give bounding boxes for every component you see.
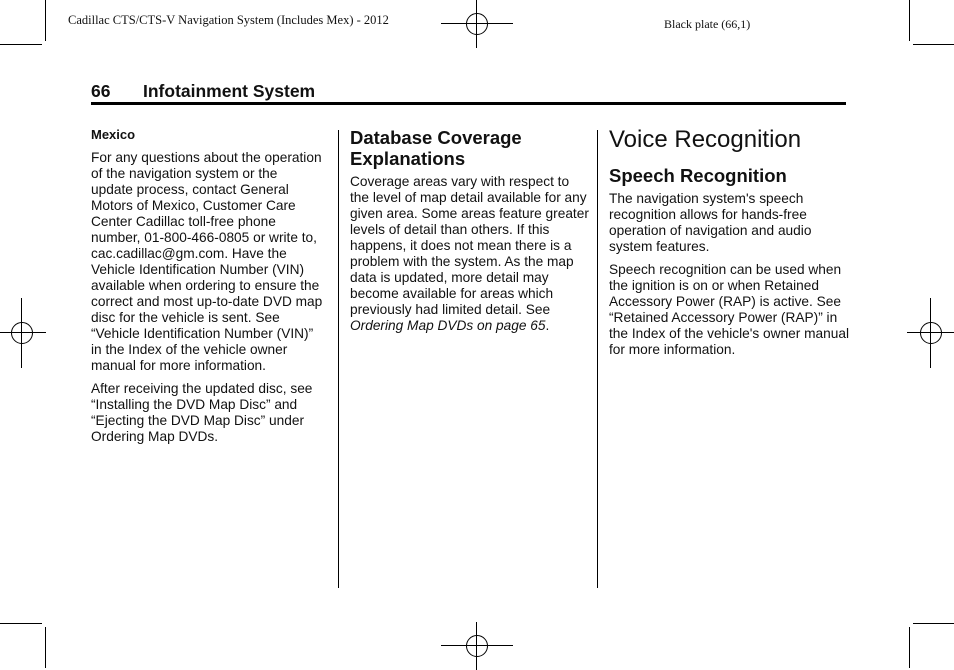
crop-mark bbox=[913, 623, 954, 624]
column-database-coverage bbox=[350, 127, 590, 341]
database-coverage-paragraph bbox=[350, 174, 590, 334]
column-divider bbox=[597, 130, 598, 588]
crop-mark bbox=[0, 44, 42, 45]
section-title: Infotainment System bbox=[143, 81, 316, 101]
running-head bbox=[91, 80, 846, 105]
print-slug-right: Black plate (66,1) bbox=[664, 17, 751, 31]
page-number: 66 bbox=[91, 81, 111, 101]
mexico-paragraph-1: For any questions about the operation of the navigation system or the update process, contact General Motors of Mexico, Customer Care Center Cadillac toll-free phone number, 01-800-466-0805 or write to, cac.cadillac@gm.com. Have the Vehicle Identification Number (VIN) available when ordering to ensure the correct and most up-to-date DVD map disc for the vehicle is sent. See “Vehicle Identification Number (VIN)” in the Index of the vehicle owner manual for more information. bbox=[91, 150, 323, 373]
registration-line bbox=[441, 23, 513, 24]
registration-mark-top bbox=[453, 0, 501, 48]
database-coverage-heading: Database Coverage Explanations bbox=[350, 127, 522, 169]
cross-reference-link[interactable]: Ordering Map DVDs on page 65 bbox=[350, 318, 546, 333]
registration-line bbox=[21, 298, 22, 368]
registration-line bbox=[441, 645, 513, 646]
crop-mark bbox=[909, 0, 910, 41]
column-divider bbox=[338, 130, 339, 588]
mexico-heading: Mexico bbox=[91, 127, 136, 142]
voice-recognition-title: Voice Recognition bbox=[609, 126, 802, 153]
column-voice-recognition bbox=[609, 127, 849, 365]
crop-mark bbox=[45, 0, 46, 41]
print-slug-left: Cadillac CTS/CTS-V Navigation System (Includes Mex) - 2012 bbox=[68, 13, 389, 27]
crop-mark bbox=[913, 44, 954, 45]
speech-recognition-paragraph-2: Speech recognition can be used when the ignition is on or when Retained Accessory Power (RAP) is active. See “Retained Accessory Power (RAP)” in the Index of the vehicle's owner manual for more information. bbox=[609, 262, 850, 357]
database-coverage-text-end: . bbox=[545, 318, 550, 333]
column-mexico bbox=[91, 127, 323, 452]
database-coverage-text: Coverage areas vary with respect to the level of map detail available for any given area. Some areas feature greater levels of detail than others. If this happens, it does not mean there is a problem with the system. As the map data is updated, more detail may become available for areas which previously had limited detail. See bbox=[350, 174, 589, 317]
speech-recognition-heading: Speech Recognition bbox=[609, 165, 787, 186]
crop-mark bbox=[909, 627, 910, 668]
speech-recognition-paragraph-1: The navigation system's speech recognition allows for hands-free operation of navigation and audio system features. bbox=[609, 191, 812, 254]
crop-mark bbox=[45, 627, 46, 668]
registration-mark-left bbox=[0, 309, 46, 357]
crop-mark bbox=[0, 623, 42, 624]
registration-mark-bottom bbox=[453, 622, 501, 670]
registration-line bbox=[930, 298, 931, 368]
mexico-paragraph-2: After receiving the updated disc, see “Installing the DVD Map Disc” and “Ejecting the DVD Map Disc” under Ordering Map DVDs. bbox=[91, 381, 313, 444]
